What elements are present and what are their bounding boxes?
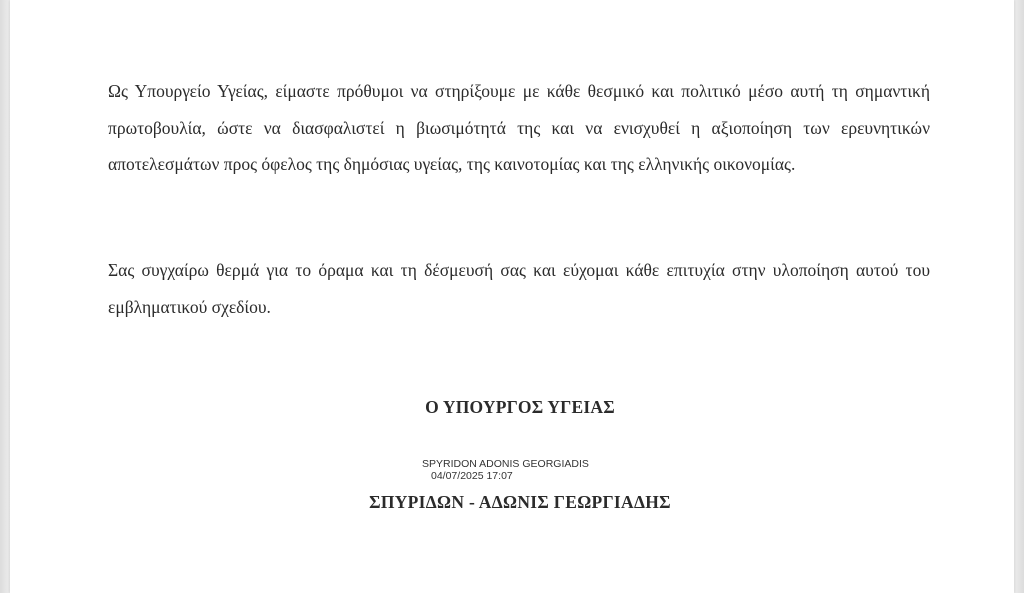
- page-right-edge: [1014, 0, 1024, 593]
- digital-signature-datetime: 04/07/2025 17:07: [431, 470, 513, 482]
- signatory-title: Ο ΥΠΟΥΡΓΟΣ ΥΓΕΙΑΣ: [425, 397, 615, 417]
- body-paragraph-1: Ως Υπουργείο Υγείας, είμαστε πρόθυμοι να στηρίξουμε με κάθε θεσμικό και πολιτικό μέσο αυτή τη σημαντική πρωτοβουλία, ώστε να διασφαλιστεί η βιωσιμότητά της και να ενισχυθεί η αξιοποίηση των ερευνητικών αποτελεσμάτων προς όφελος της δημόσιας υγείας, της καινοτομίας και της ελληνικής οικονομίας.: [108, 81, 930, 174]
- page-left-edge: [0, 0, 10, 593]
- digital-signature-name: SPYRIDON ADONIS GEORGIADIS: [422, 458, 589, 470]
- signatory-name: ΣΠΥΡΙΔΩΝ - ΑΔΩΝΙΣ ΓΕΩΡΓΙΑΔΗΣ: [369, 492, 671, 512]
- body-paragraph-2: Σας συγχαίρω θερμά για το όραμα και τη δέσμευσή σας και εύχομαι κάθε επιτυχία στην υλοποίηση αυτού του εμβληματικού σχεδίου.: [108, 260, 930, 317]
- digital-signature-stamp: [422, 458, 589, 482]
- document-page: [10, 0, 1014, 593]
